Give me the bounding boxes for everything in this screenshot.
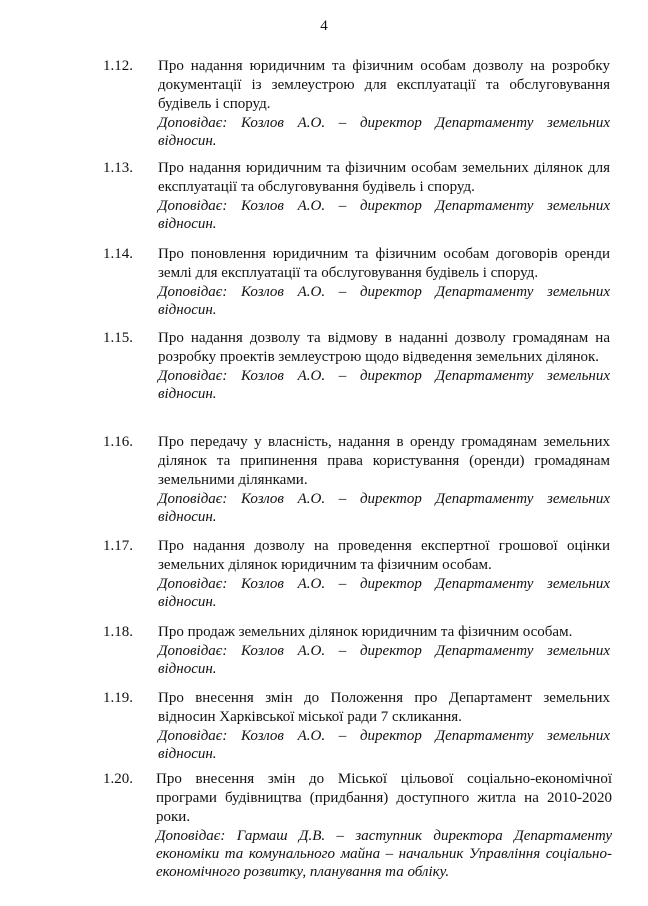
agenda-item-1-19 [0,689,648,770]
item-number: 1.19. [103,690,133,706]
item-title: Про внесення змін до Міської цільової соціально-економічної програми будівництва (придбання) доступного житла на 2010-2020 роки. [156,771,612,825]
agenda-item-1-18 [0,623,648,689]
item-number: 1.14. [103,246,133,262]
item-number: 1.16. [103,434,133,450]
item-title: Про надання дозволу на проведення експертної грошової оцінки земельних ділянок юридичним та фізичним особам. [158,538,610,573]
item-title: Про внесення змін до Положення про Департамент земельних відносин Харківської міської ради 7 скликання. [158,690,610,725]
item-number: 1.13. [103,160,133,176]
item-number: 1.18. [103,624,133,640]
item-body [156,770,612,881]
item-body [158,245,610,319]
item-body [158,57,610,150]
item-speaker: Доповідає: Козлов А.О. – директор Департаменту земельних відносин. [158,576,610,610]
item-title: Про надання юридичним та фізичним особам дозволу на розробку документації із землеустрою для експлуатації та обслуговування будівель і споруд. [158,58,610,112]
item-title: Про продаж земельних ділянок юридичним та фізичним особам. [158,624,573,640]
agenda-item-1-20 [0,770,648,880]
item-body [158,689,610,763]
item-title: Про поновлення юридичним та фізичним особам договорів оренди землі для експлуатації та обслуговування будівель і споруд. [158,246,610,281]
item-number: 1.17. [103,538,133,554]
page-number: 4 [320,18,328,34]
item-speaker: Доповідає: Козлов А.О. – директор Департаменту земельних відносин. [158,491,610,525]
item-title: Про надання юридичним та фізичним особам земельних ділянок для експлуатації та обслуговування будівель і споруд. [158,160,610,195]
item-number: 1.15. [103,330,133,346]
item-title: Про надання дозволу та відмову в наданні дозволу громадянам на розробку проектів землеустрою щодо відведення земельних ділянок. [158,330,610,365]
agenda-item-1-13 [0,159,648,245]
agenda-item-1-17 [0,537,648,623]
item-speaker: Доповідає: Козлов А.О. – директор Департаменту земельних відносин. [158,643,610,677]
agenda-item-1-14 [0,245,648,329]
item-body [158,537,610,611]
item-body [158,159,610,233]
item-speaker: Доповідає: Козлов А.О. – директор Департаменту земельних відносин. [158,368,610,402]
item-title: Про передачу у власність, надання в оренду громадянам земельних ділянок та припинення права користування (оренди) громадянам земельними ділянками. [158,434,610,488]
item-number: 1.20. [103,771,133,787]
agenda-list [0,57,648,880]
item-body [158,329,610,403]
item-number: 1.12. [103,58,133,74]
item-body [158,433,610,526]
item-speaker: Доповідає: Козлов А.О. – директор Департаменту земельних відносин. [158,198,610,232]
item-body [158,623,610,678]
item-speaker: Доповідає: Козлов А.О. – директор Департаменту земельних відносин. [158,115,610,149]
agenda-item-1-12 [0,57,648,159]
item-speaker: Доповідає: Гармаш Д.В. – заступник директора Департаменту економіки та комунального майна – начальник Управління соціально-економічного розвитку, планування та обліку. [156,828,612,880]
agenda-item-1-16 [0,433,648,537]
item-speaker: Доповідає: Козлов А.О. – директор Департаменту земельних відносин. [158,728,610,762]
item-speaker: Доповідає: Козлов А.О. – директор Департаменту земельних відносин. [158,284,610,318]
agenda-item-1-15 [0,329,648,433]
